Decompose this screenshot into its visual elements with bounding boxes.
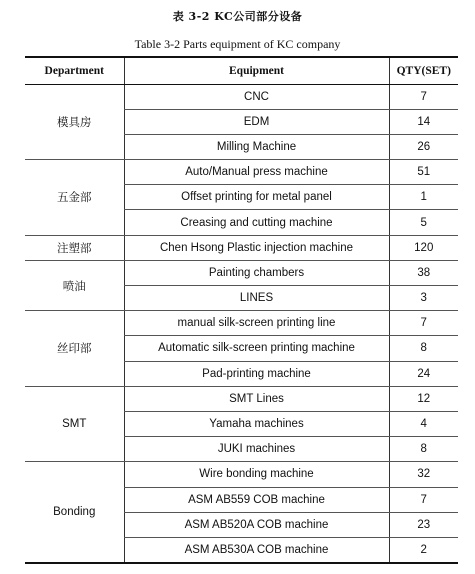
equipment-cell: EDM [124,109,389,134]
equipment-cell: Yamaha machines [124,411,389,436]
table-body [25,84,458,563]
equipment-cell: Offset printing for metal panel [124,185,389,210]
equipment-cell: Milling Machine [124,134,389,159]
qty-cell: 51 [389,160,458,185]
table-row [25,386,458,411]
header-department: Department [25,57,124,84]
department-cell: Bonding [25,462,124,563]
qty-cell: 7 [389,84,458,109]
table-row [25,462,458,487]
equipment-cell: Creasing and cutting machine [124,210,389,235]
equipment-cell: LINES [124,286,389,311]
department-cell: 丝印部 [25,311,124,387]
table-row [25,160,458,185]
qty-cell: 5 [389,210,458,235]
equipment-cell: Auto/Manual press machine [124,160,389,185]
qty-cell: 1 [389,185,458,210]
equipment-cell: manual silk-screen printing line [124,311,389,336]
table-caption-chinese: 表 3-2 KC公司部分设备 [172,10,303,23]
equipment-cell: Pad-printing machine [124,361,389,386]
qty-cell: 8 [389,437,458,462]
department-cell: 喷油 [25,260,124,310]
header-qty: QTY(SET) [389,57,458,84]
department-cell: 模具房 [25,84,124,160]
table-caption-english: Table 3-2 Parts equipment of KC company [134,37,341,51]
qty-cell: 12 [389,386,458,411]
header-row [25,57,458,84]
qty-cell: 3 [389,286,458,311]
qty-cell: 38 [389,260,458,285]
qty-cell: 32 [389,462,458,487]
department-cell: 五金部 [25,160,124,236]
department-cell: 注塑部 [25,235,124,260]
qty-cell: 26 [389,134,458,159]
equipment-cell: JUKI machines [124,437,389,462]
table-row [25,84,458,109]
table-row [25,235,458,260]
equipment-cell: Painting chambers [124,260,389,285]
equipment-cell: CNC [124,84,389,109]
qty-cell: 7 [389,487,458,512]
equipment-cell: ASM AB520A COB machine [124,512,389,537]
qty-cell: 120 [389,235,458,260]
header-equipment: Equipment [124,57,389,84]
equipment-table [25,56,458,564]
qty-cell: 7 [389,311,458,336]
department-cell: SMT [25,386,124,462]
equipment-cell: SMT Lines [124,386,389,411]
qty-cell: 23 [389,512,458,537]
qty-cell: 4 [389,411,458,436]
equipment-cell: Chen Hsong Plastic injection machine [124,235,389,260]
qty-cell: 24 [389,361,458,386]
equipment-cell: ASM AB559 COB machine [124,487,389,512]
equipment-cell: ASM AB530A COB machine [124,537,389,562]
table-row [25,260,458,285]
qty-cell: 2 [389,537,458,562]
qty-cell: 14 [389,109,458,134]
equipment-cell: Wire bonding machine [124,462,389,487]
equipment-cell: Automatic silk-screen printing machine [124,336,389,361]
qty-cell: 8 [389,336,458,361]
table-row [25,311,458,336]
